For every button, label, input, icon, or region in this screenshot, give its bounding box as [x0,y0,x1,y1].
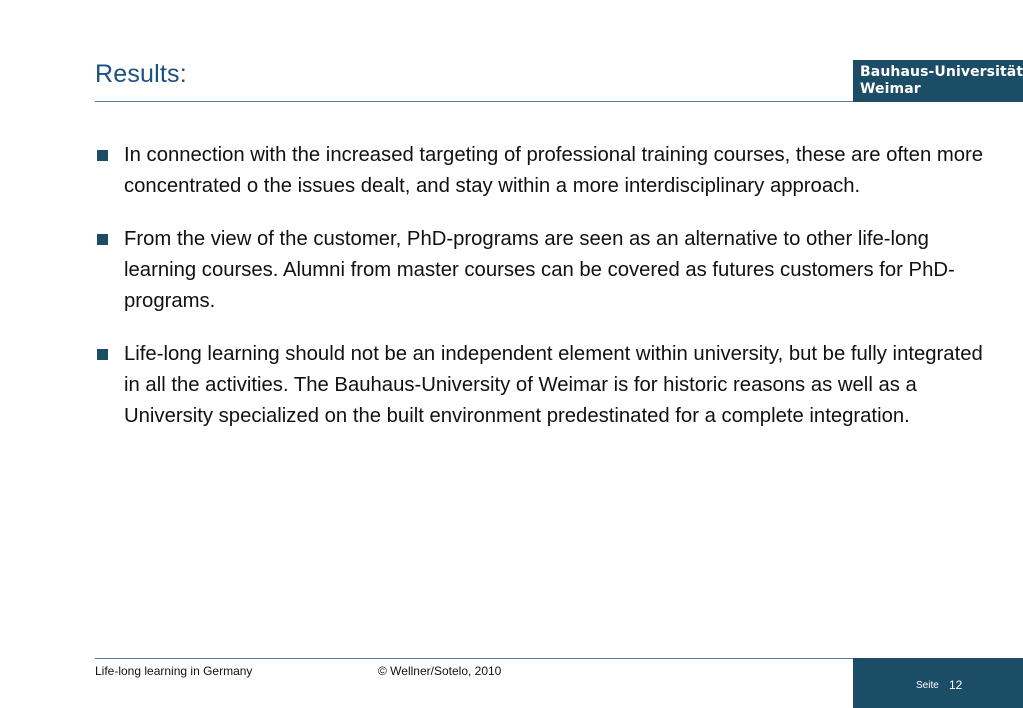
square-bullet-icon [97,234,108,245]
university-logo [853,60,1023,102]
bullet-text: Life-long learning should not be an independent element within university, but be fully integrated in all the activities. The Bauhaus-University of Weimar is for historic reasons as well as a University specialized on the built environment predestinated for a complete integration. [124,343,983,427]
bullet-item [95,140,985,202]
bullet-item [95,224,985,317]
logo-line-2: Weimar [860,80,921,97]
page-number-box [853,658,1023,708]
footer-copyright: © Wellner/Sotelo, 2010 [378,664,502,678]
page-number: 12 [949,678,963,692]
title-divider [95,101,853,102]
bullet-text: From the view of the customer, PhD-programs are seen as an alternative to other life-long learning courses. Alumni from master courses can be covered as futures customers for PhD-programs. [124,228,955,312]
page-label: Seite [916,680,939,691]
bullet-list [95,140,985,454]
bullet-item [95,339,985,432]
logo-line-1: Bauhaus-Universität [860,64,1023,80]
bullet-text: In connection with the increased targeting of professional training courses, these are often more concentrated o the issues dealt, and stay within a more interdisciplinary approach. [124,144,984,197]
square-bullet-icon [97,150,108,161]
slide-title: Results: [95,60,187,88]
footer-divider [95,658,853,659]
footer-topic: Life-long learning in Germany [95,664,253,678]
square-bullet-icon [97,349,108,360]
